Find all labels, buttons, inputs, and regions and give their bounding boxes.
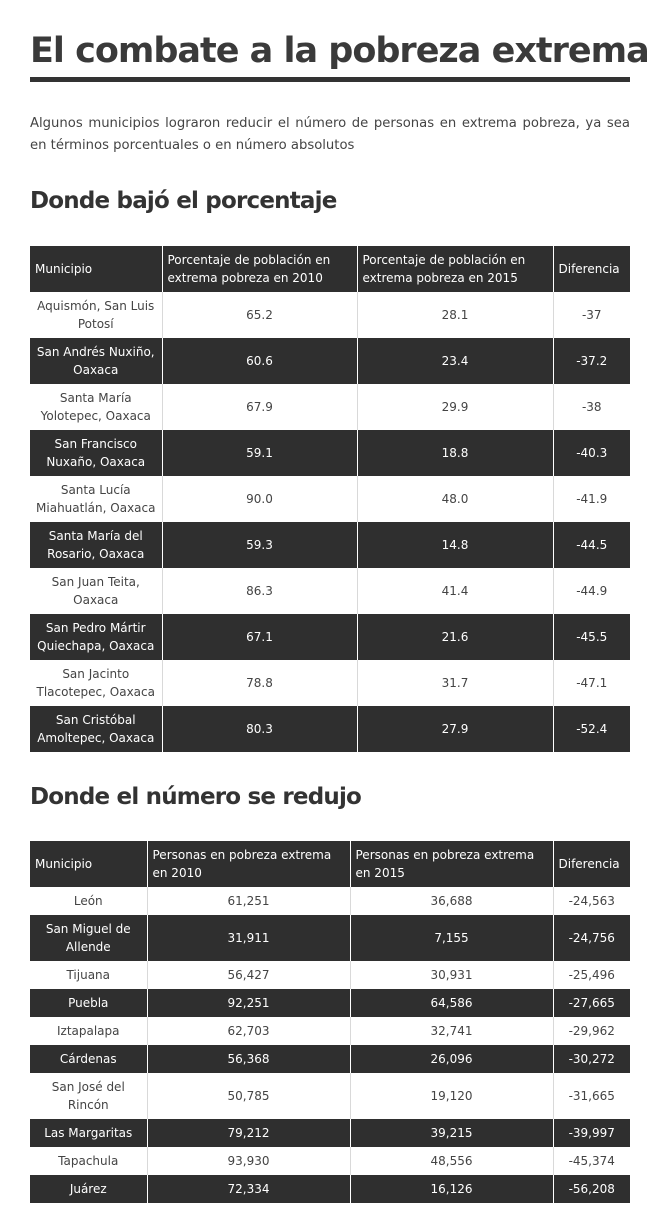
table-row	[30, 989, 630, 1017]
cell-people-2015: 19,120	[350, 1073, 553, 1119]
table-row	[30, 338, 630, 384]
title-divider	[30, 77, 630, 82]
cell-people-2015: 48,556	[350, 1147, 553, 1175]
cell-municipio: Cárdenas	[30, 1045, 147, 1073]
cell-municipio: León	[73, 894, 103, 908]
cell-people-2010: 50,785	[147, 1073, 350, 1119]
cell-municipio: Puebla	[30, 989, 147, 1017]
cell-diferencia: -52.4	[553, 706, 630, 752]
cell-people-2015: 39,215	[350, 1119, 553, 1147]
cell-pct-2015: 28.1	[357, 292, 553, 338]
cell-diferencia: -37	[553, 292, 630, 338]
header-municipio: Municipio	[30, 841, 147, 887]
table-row	[30, 887, 630, 915]
cell-people-2015: 30,931	[350, 961, 553, 989]
table-row	[30, 1175, 630, 1203]
cell-municipio: San José del Rincón	[51, 1080, 125, 1112]
cell-people-2010: 31,911	[147, 915, 350, 961]
cell-municipio: Juárez	[30, 1175, 147, 1203]
header-pct-2010: Porcentaje de población en extrema pobreza en 2010	[162, 246, 357, 292]
cell-pct-2015: 41.4	[357, 568, 553, 614]
table-header-row	[30, 246, 630, 292]
cell-municipio: Tapachula	[58, 1154, 119, 1168]
cell-pct-2010: 67.1	[162, 614, 357, 660]
cell-people-2010: 72,334	[147, 1175, 350, 1203]
table-row	[30, 614, 630, 660]
cell-people-2015: 16,126	[350, 1175, 553, 1203]
cell-pct-2010: 78.8	[162, 660, 357, 706]
cell-people-2010: 56,368	[147, 1045, 350, 1073]
cell-municipio: Iztapalapa	[56, 1024, 120, 1038]
cell-diferencia: -44.9	[553, 568, 630, 614]
cell-municipio: Santa María del Rosario, Oaxaca	[30, 522, 162, 568]
cell-people-2010: 62,703	[147, 1017, 350, 1045]
cell-municipio: San Miguel de Allende	[30, 915, 147, 961]
cell-diferencia: -41.9	[553, 476, 630, 522]
cell-diferencia: -37.2	[553, 338, 630, 384]
header-people-2015: Personas en pobreza extrema en 2015	[350, 841, 553, 887]
cell-diferencia: -56,208	[553, 1175, 630, 1203]
cell-diferencia: -47.1	[553, 660, 630, 706]
section-title-absolute: Donde el número se redujo	[30, 784, 362, 810]
cell-people-2015: 26,096	[350, 1045, 553, 1073]
cell-pct-2015: 31.7	[357, 660, 553, 706]
cell-municipio: Santa María Yolotepec, Oaxaca	[40, 391, 151, 423]
cell-pct-2010: 65.2	[162, 292, 357, 338]
table-row	[30, 568, 630, 614]
table-row	[30, 1073, 630, 1119]
cell-pct-2015: 48.0	[357, 476, 553, 522]
cell-diferencia: -27,665	[553, 989, 630, 1017]
cell-diferencia: -45,374	[553, 1147, 630, 1175]
cell-people-2015: 64,586	[350, 989, 553, 1017]
cell-diferencia: -29,962	[553, 1017, 630, 1045]
cell-people-2015: 32,741	[350, 1017, 553, 1045]
cell-diferencia: -39,997	[553, 1119, 630, 1147]
header-people-2010: Personas en pobreza extrema en 2010	[147, 841, 350, 887]
cell-pct-2010: 90.0	[162, 476, 357, 522]
cell-pct-2010: 86.3	[162, 568, 357, 614]
table-row	[30, 961, 630, 989]
cell-municipio: Tijuana	[66, 968, 111, 982]
table-row	[30, 430, 630, 476]
table-row	[30, 1045, 630, 1073]
cell-pct-2015: 18.8	[357, 430, 553, 476]
cell-diferencia: -24,756	[553, 915, 630, 961]
cell-municipio: San Pedro Mártir Quiechapa, Oaxaca	[30, 614, 162, 660]
table-row	[30, 1147, 630, 1175]
cell-municipio: San Francisco Nuxaño, Oaxaca	[30, 430, 162, 476]
table-row	[30, 660, 630, 706]
cell-diferencia: -38	[553, 384, 630, 430]
table-row	[30, 915, 630, 961]
cell-municipio: San Juan Teita, Oaxaca	[51, 575, 140, 607]
cell-diferencia: -40.3	[553, 430, 630, 476]
cell-people-2015: 7,155	[350, 915, 553, 961]
cell-diferencia: -31,665	[553, 1073, 630, 1119]
intro-paragraph: Algunos municipios lograron reducir el número de personas en extrema pobreza, ya sea en términos porcentuales o en número absolutos	[30, 116, 630, 153]
cell-people-2015: 36,688	[350, 887, 553, 915]
header-pct-2015: Porcentaje de población en extrema pobreza en 2015	[357, 246, 553, 292]
cell-people-2010: 79,212	[147, 1119, 350, 1147]
cell-diferencia: -25,496	[553, 961, 630, 989]
cell-municipio: San Cristóbal Amoltepec, Oaxaca	[30, 706, 162, 752]
cell-people-2010: 61,251	[147, 887, 350, 915]
cell-pct-2010: 59.1	[162, 430, 357, 476]
table-row	[30, 522, 630, 568]
table-row	[30, 1017, 630, 1045]
table-row	[30, 706, 630, 752]
cell-municipio: San Jacinto Tlacotepec, Oaxaca	[36, 667, 155, 699]
cell-pct-2010: 80.3	[162, 706, 357, 752]
cell-people-2010: 56,427	[147, 961, 350, 989]
cell-pct-2010: 67.9	[162, 384, 357, 430]
cell-pct-2015: 23.4	[357, 338, 553, 384]
absolute-number-table	[30, 841, 630, 1203]
table-row	[30, 1119, 630, 1147]
cell-diferencia: -44.5	[553, 522, 630, 568]
section-title-percentage: Donde bajó el porcentaje	[30, 188, 337, 214]
cell-pct-2015: 29.9	[357, 384, 553, 430]
cell-diferencia: -45.5	[553, 614, 630, 660]
header-municipio: Municipio	[30, 246, 162, 292]
cell-municipio: Aquismón, San Luis Potosí	[37, 299, 155, 331]
cell-municipio: Santa Lucía Miahuatlán, Oaxaca	[36, 483, 156, 515]
header-diferencia: Diferencia	[553, 246, 630, 292]
cell-people-2010: 92,251	[147, 989, 350, 1017]
cell-municipio: Las Margaritas	[30, 1119, 147, 1147]
cell-people-2010: 93,930	[147, 1147, 350, 1175]
page-title: El combate a la pobreza extrema	[30, 31, 649, 71]
cell-pct-2015: 14.8	[357, 522, 553, 568]
table-header-row	[30, 841, 630, 887]
cell-municipio: San Andrés Nuxiño, Oaxaca	[30, 338, 162, 384]
cell-diferencia: -30,272	[553, 1045, 630, 1073]
table-row	[30, 292, 630, 338]
cell-diferencia: -24,563	[553, 887, 630, 915]
table-row	[30, 384, 630, 430]
cell-pct-2010: 60.6	[162, 338, 357, 384]
cell-pct-2010: 59.3	[162, 522, 357, 568]
cell-pct-2015: 21.6	[357, 614, 553, 660]
percentage-table	[30, 246, 630, 752]
header-diferencia: Diferencia	[553, 841, 630, 887]
table-row	[30, 476, 630, 522]
cell-pct-2015: 27.9	[357, 706, 553, 752]
